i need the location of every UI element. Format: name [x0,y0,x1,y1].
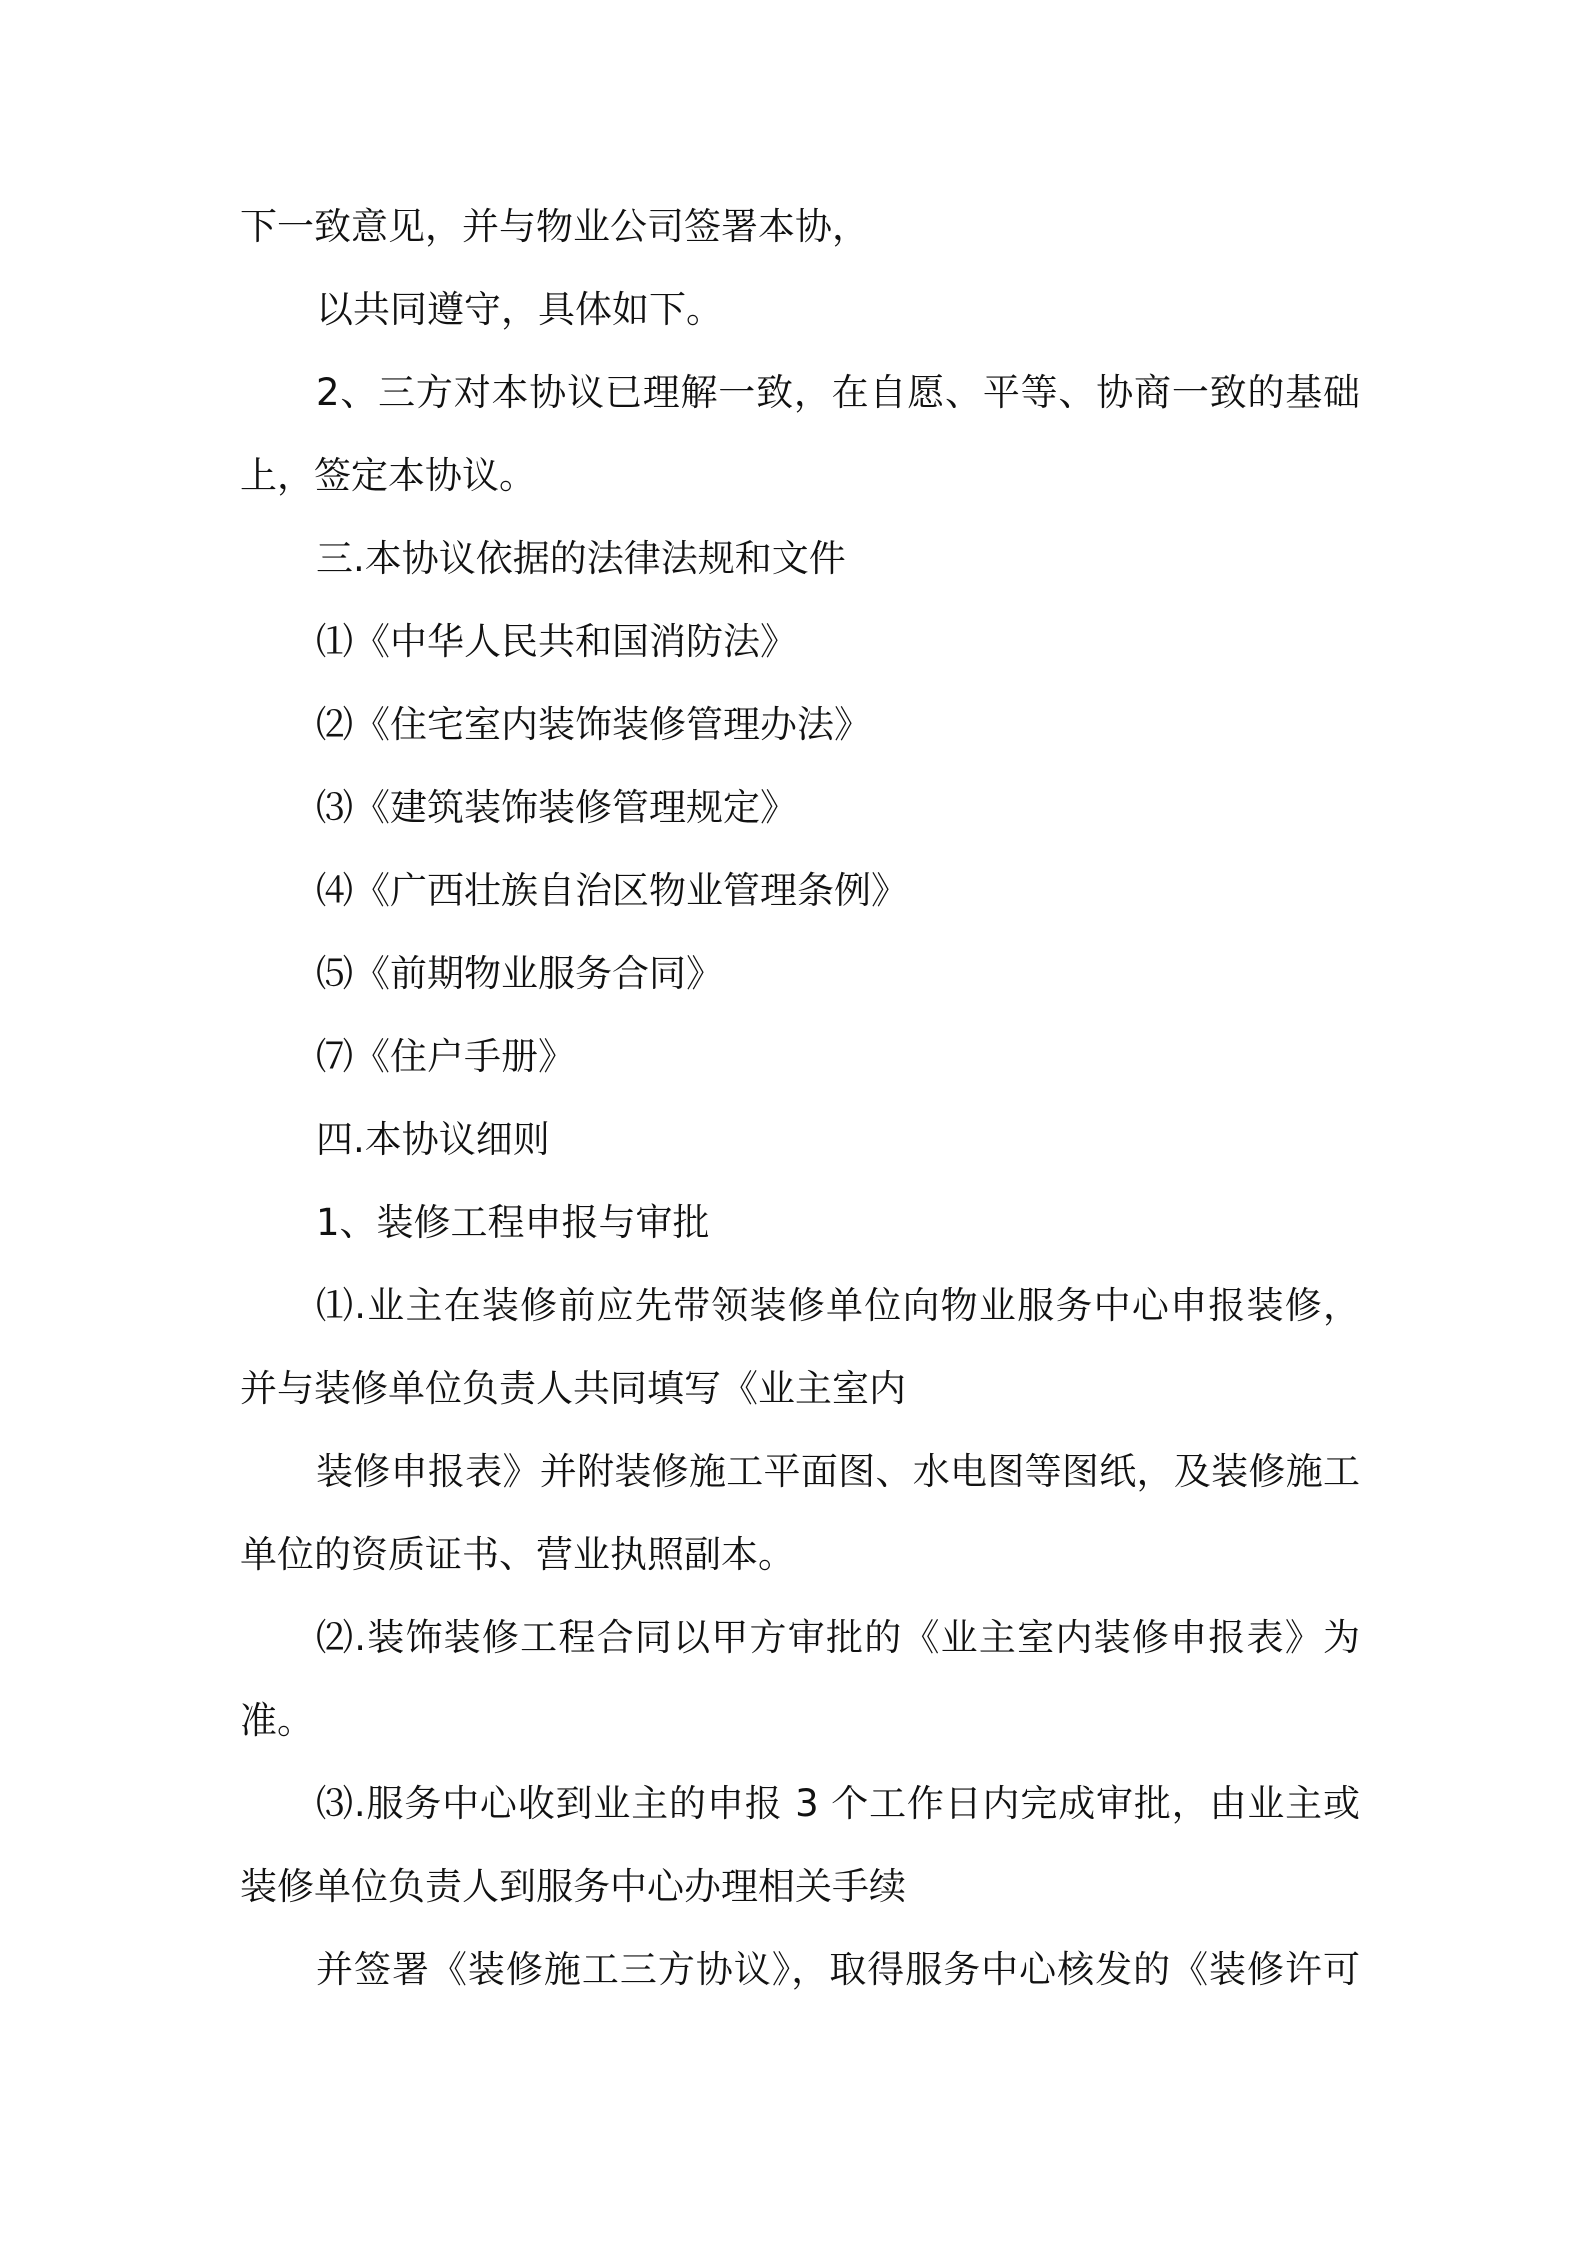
list-item: ⑷《广西壮族自治区物业管理条例》 [316,869,908,912]
text-line: 并与装修单位负责人共同填写《业主室内 [240,1367,906,1410]
text-line: 装修单位负责人到服务中心办理相关手续 [240,1865,906,1908]
text-line: 并签署《装修施工三方协议》，取得服务中心核发的《装修许可 [316,1948,1360,1991]
text-line: 准。 [240,1699,314,1742]
list-item: ⑴《中华人民共和国消防法》 [316,620,797,663]
list-item: ⑶《建筑装饰装修管理规定》 [316,786,797,829]
text-line: ⑶.服务中心收到业主的申报 3 个工作日内完成审批，由业主或 [316,1782,1360,1825]
text-line: 以共同遵守，具体如下。 [316,288,723,331]
text-line: 装修申报表》并附装修施工平面图、水电图等图纸，及装修施工 [316,1450,1360,1493]
list-item: ⑵《住宅室内装饰装修管理办法》 [316,703,871,746]
list-item: ⑸《前期物业服务合同》 [316,952,723,995]
list-item: ⑺《住户手册》 [316,1035,575,1078]
section-heading: 四.本协议细则 [316,1118,550,1161]
subsection-heading: 1、装修工程申报与审批 [316,1201,710,1244]
text-line: ⑵.装饰装修工程合同以甲方审批的《业主室内装修申报表》为 [316,1616,1360,1659]
text-line: 单位的资质证书、营业执照副本。 [240,1533,795,1576]
text-line: 下一致意见，并与物业公司签署本协， [240,205,869,248]
text-line: 2、三方对本协议已理解一致，在自愿、平等、协商一致的基础 [316,371,1360,414]
section-heading: 三.本协议依据的法律法规和文件 [316,537,846,580]
text-line: 上，签定本协议。 [240,454,536,497]
text-line: ⑴.业主在装修前应先带领装修单位向物业服务中心申报装修， [316,1284,1360,1327]
